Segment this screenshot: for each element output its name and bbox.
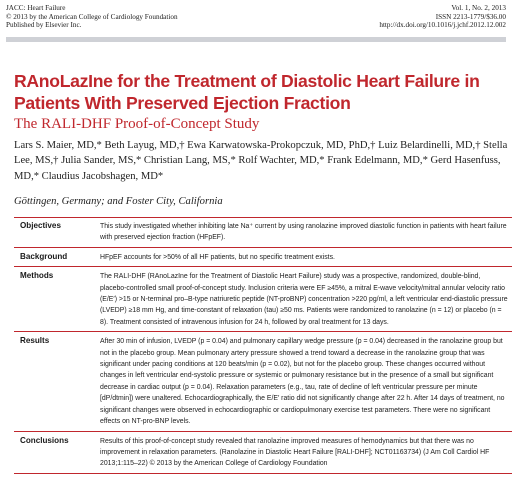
section-text: After 30 min of infusion, LVEDP (p = 0.04) and pulmonary capillary wedge pressure (p = 0.04) decreased in the ranolazine group but not in the placebo group. Mean pulmonary artery pressure showed a trend toward a decrease in the ranolazine group that was significant under pacing conditions at 120 beats/min (p = 0.02), but not for the placebo group. These changes occurred without changes in left ventricular end-systolic pressure or systemic or pulmonary resistance but in the presence of a small but significant decrease in cardiac output (p = 0.04). Relaxation parameters (e.g., tau, rate of decline of left ventricular pressure per minute [dP/dtmin]) were unaltered. Echocardiographically, the E/E′ ratio did not significantly change after 22 h. After 14 days of treatment, no significant changes were observed in echocardiographic or cardiopulmonary exercise test parameters. There were no significant effects on NT-pro-BNP levels.: [100, 338, 505, 426]
section-label: Objectives: [20, 221, 61, 230]
doi-link[interactable]: http://dx.doi.org/10.1016/j.jchf.2012.12.002: [379, 21, 506, 30]
journal-name: JACC: Heart Failure: [6, 4, 66, 12]
abstract-row-background: [14, 248, 512, 267]
abstract-row-methods: [14, 267, 512, 332]
volume-issue: Vol. 1, No. 2, 2013: [451, 4, 506, 12]
article-subtitle: The RALI-DHF Proof-of-Concept Study: [14, 116, 260, 132]
section-label: Conclusions: [20, 435, 69, 445]
publisher-line: Published by Elsevier Inc.: [6, 21, 82, 30]
section-text: Results of this proof-of-concept study revealed that ranolazine improved measures of hemodynamics but that there was no improvement in relaxation parameters. (Ranolazine in Diastolic Heart Failure [RALI-DHF]; NCT01163734) (J Am Coll Cardiol HF 2013;1:115–22) © 2013 by the American College of Cardiology Foundation: [100, 437, 490, 468]
copyright-line: © 2013 by the American College of Cardiology Foundation: [6, 12, 178, 21]
journal-header-right: [379, 4, 506, 30]
abstract-row-results: [14, 332, 512, 431]
abstract-row-conclusions: [14, 432, 512, 474]
journal-header-left: [6, 4, 178, 30]
section-text: This study investigated whether inhibiting late Na⁺ current by using ranolazine improved diastolic function in patients with heart failure with preserved ejection fraction (HFpEF).: [100, 223, 507, 242]
section-label: Methods: [20, 271, 54, 281]
section-text: The RALI-DHF (RAnoLazIne for the Treatment of Diastolic Heart Failure) study was a prospective, randomized, double-blind, placebo-controlled small proof-of-concept study. Inclusion criteria were EF ≥45%, a mitral E-wave velocity/mitral annular velocity ratio (E/E′) >15 or N-terminal pro–B-type natriuretic peptide (NT-proBNP) concentration >220 pg/ml, a left ventricular end-diastolic pressure (LVEDP) ≥18 mm Hg, and time-constant of relaxation (tau) ≥50 ms. Patients were randomized to ranolazine (n = 12) or placebo (n = 8). Treatment consisted of intravenous infusion for 24 h, followed by oral treatment for 13 days.: [100, 273, 508, 326]
author-list: Lars S. Maier, MD,* Beth Layug, MD,† Ewa Karwatowska-Prokopczuk, MD, PhD,† Luiz Belardinelli, MD,† Stella Lee, MS,† Julia Sander, MS,* Christian Lang, MS,* Rolf Wachter, MD,* Frank Edelmann, MD,* Gerd Hasenfuss, MD,* Claudius Jacobshagen, MD*: [14, 140, 508, 182]
issn: ISSN 2213-1779/$36.00: [435, 12, 506, 21]
structured-abstract: [14, 217, 512, 474]
section-text: HFpEF accounts for >50% of all HF patients, but no specific treatment exists.: [100, 253, 335, 261]
section-label: Results: [20, 336, 50, 346]
affiliation: Göttingen, Germany; and Foster City, California: [14, 196, 223, 207]
header-rule: [6, 37, 506, 42]
article-title: RAnoLazIne for the Treatment of Diastolic Heart Failure in Patients With Preserved Ejection Fraction: [14, 71, 480, 113]
abstract-row-objectives: [14, 218, 512, 248]
section-label: Background: [20, 251, 68, 261]
